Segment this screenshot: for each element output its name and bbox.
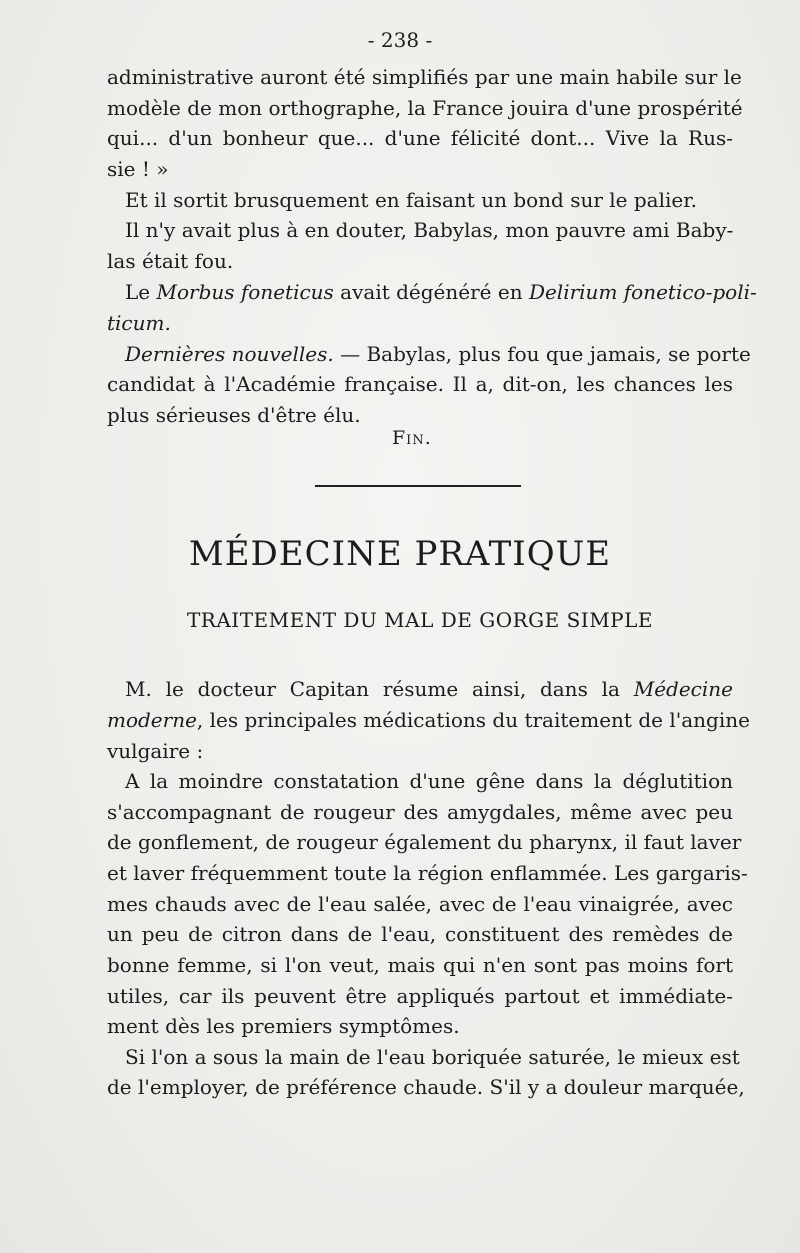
text-line: modèle de mon orthographe, la France jouira d'une prospérité xyxy=(107,96,743,120)
text-line: Le Morbus foneticus avait dégénéré en Delirium fonetico-poli- xyxy=(125,280,757,304)
text-line: Il n'y avait plus à en douter, Babylas, mon pauvre ami Baby- xyxy=(125,218,734,242)
section-divider xyxy=(315,485,521,487)
end-mark: Fin. xyxy=(392,427,432,449)
text-line: bonne femme, si l'on veut, mais qui n'en sont pas moins fort xyxy=(107,953,733,977)
text-line: de l'employer, de préférence chaude. S'il y a douleur marquée, xyxy=(107,1075,745,1099)
text-line: sie ! » xyxy=(107,157,169,181)
text-line: utiles, car ils peuvent être appliqués partout et immédiate- xyxy=(107,984,733,1008)
text-line: Dernières nouvelles. — Babylas, plus fou que jamais, se porte xyxy=(125,342,751,366)
text-line: A la moindre constatation d'une gêne dans la déglutition xyxy=(125,769,733,793)
page-number: - 238 - xyxy=(367,28,433,52)
journal-title: Médecine xyxy=(633,677,733,701)
text-line: mes chauds avec de l'eau salée, avec de l'eau vinaigrée, avec xyxy=(107,892,733,916)
section-subtitle: TRAITEMENT DU MAL DE GORGE SIMPLE xyxy=(186,608,654,632)
text-line: de gonflement, de rougeur également du pharynx, il faut laver xyxy=(107,830,742,854)
text-line: candidat à l'Académie française. Il a, dit-on, les chances les xyxy=(107,372,733,396)
text-line: et laver fréquemment toute la région enflammée. Les gargaris- xyxy=(107,861,748,885)
text-line: ticum. xyxy=(107,311,171,335)
text-line: Et il sortit brusquement en faisant un bond sur le palier. xyxy=(125,188,697,212)
text-line: administrative auront été simplifiés par une main habile sur le xyxy=(107,65,742,89)
italic-heading: Dernières nouvelles. xyxy=(125,342,334,366)
text-line: ment dès les premiers symptômes. xyxy=(107,1014,460,1038)
text-line: M. le docteur Capitan résume ainsi, dans la Médecine xyxy=(125,677,733,701)
italic-term: Delirium fonetico-poli- xyxy=(528,280,757,304)
text-line: Si l'on a sous la main de l'eau boriquée saturée, le mieux est xyxy=(125,1045,740,1069)
text-line: un peu de citron dans de l'eau, constituent des remèdes de xyxy=(107,922,733,946)
section-title: MÉDECINE PRATIQUE xyxy=(188,534,612,574)
italic-term: Morbus foneticus xyxy=(156,280,334,304)
text-line: plus sérieuses d'être élu. xyxy=(107,403,361,427)
text-line: las était fou. xyxy=(107,249,234,273)
text-line: vulgaire : xyxy=(107,739,204,763)
text-line: qui... d'un bonheur que... d'une félicité dont... Vive la Rus- xyxy=(107,126,733,150)
text-line: s'accompagnant de rougeur des amygdales, même avec peu xyxy=(107,800,733,824)
text-line: moderne, les principales médications du traitement de l'angine xyxy=(107,708,750,732)
